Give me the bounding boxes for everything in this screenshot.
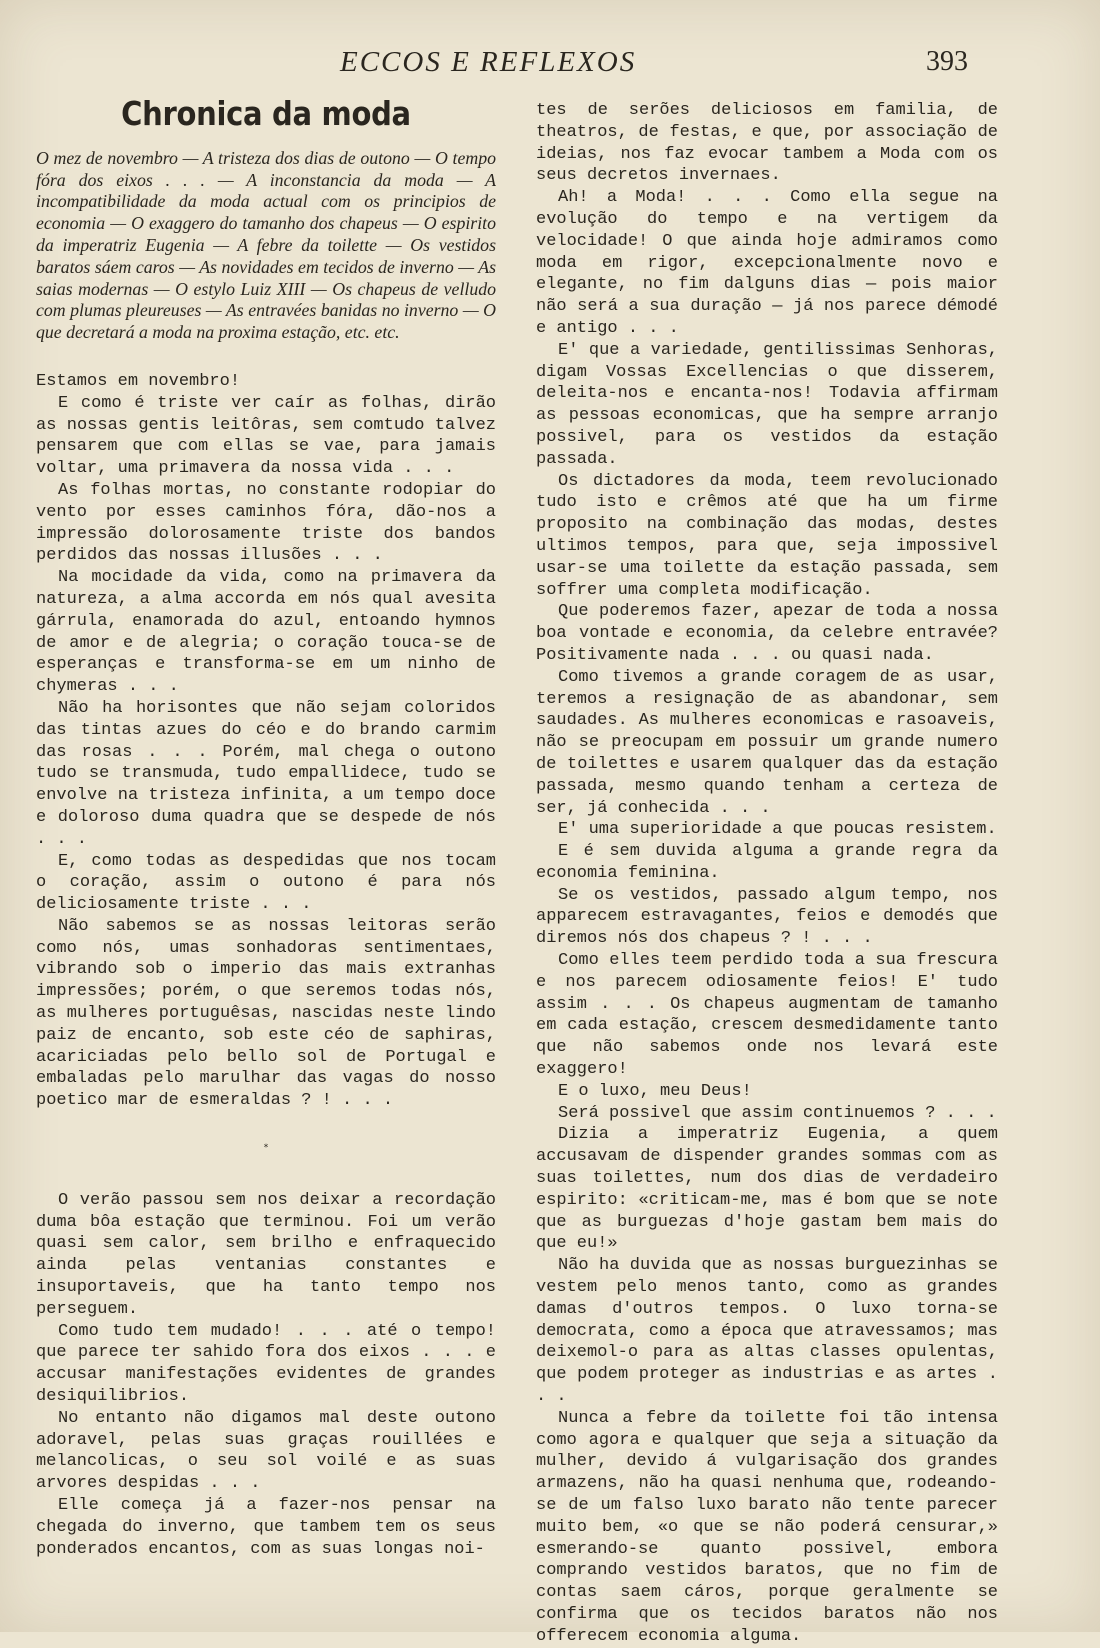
paragraph: E é sem duvida alguma a grande regra da economia feminina. <box>536 842 998 883</box>
paragraph: Ah! a Moda! . . . Como ella segue na evolução do tempo e na vertigem da velocidade! O que ainda hoje admiramos como moda em rigor, excepcionalmente novo e elegante, no fim dalguns dias — pois maior não será a sua duração — já nos parece démodé e antigo . . . <box>536 188 998 338</box>
paragraph: tes de serões deliciosos em familia, de theatros, de festas, e que, por associação de ideias, nos faz evocar tambem a Moda com os seus decretos invernaes. <box>536 101 998 186</box>
paragraph: Não ha horisontes que não sejam coloridos das tintas azues do céo e do brando carmim das rosas . . . Porém, mal chega o outono tudo se transmuda, tudo empallidece, tudo se envolve na tristeza infinita, a um tempo doce e doloroso duma quadra que se despede de nós . . . <box>36 698 496 849</box>
paragraph: Nunca a febre da toilette foi tão intensa como agora e qualquer que seja a situação da mulher, devido á vulgarisação dos grandes armazens, não ha quasi nenhuma que, rodeando-se de um falso luxo barato não tente parecer muito bem, «o que se não poderá censurar,» esmerando-se quanto possivel, embora comprando vestidos baratos, que no fim de contas saem cáros, porque geralmente se confirma que os tecidos baratos não nos offerecem economia alguma. <box>536 1408 998 1646</box>
paragraph: E' uma superioridade a que poucas resistem. <box>558 820 997 840</box>
paragraph: Como tivemos a grande coragem de as usar, teremos a resignação de as abandonar, sem saudades. As mulheres economicas e rasoaveis, não se preocupam em possuir um grande numero de toilettes e usarem qualquer das da estação passada, mesmo quando tenham a certeza de ser, já conhecida . . . <box>536 667 998 818</box>
paragraph: E o luxo, meu Deus! <box>558 1081 752 1101</box>
article-summary: O mez de novembro — A tristeza dos dias de outono — O tempo fóra dos eixos . . . — A inconstancia da moda — A incompatibilidade da moda actual com os principios de economia — O exaggero do tamanho dos chapeus — O espirito da imperatriz Eugenia — A febre da toilette — Os vestidos baratos sáem caros — As novidades em tecidos de inverno — As saias modernas — O estylo Luiz XIII — Os chapeus de velludo com plumas pleureuses — As entravées banidas no inverno — O que decretará a moda na proxima estação, etc. etc. <box>36 147 496 343</box>
running-title: ECCOS E REFLEXOS <box>340 46 637 78</box>
paragraph: Não sabemos se as nossas leitoras serão como nós, umas sonhadoras sentimentaes, vibrando sob o imperio das mais extranhas impressões; porém, o que seremos todas nós, as mulheres portuguêsas, nascidas neste lindo paiz de encanto, sob este céo de saphiras, acariciadas pelo bello sol de Portugal e embaladas pelo marulhar das vagas do nosso poetico mar de esmeraldas ? ! . . . <box>36 916 496 1111</box>
paragraph: Não ha duvida que as nossas burguezinhas se vestem pelo menos tanto, como as grandes damas d'outros tempos. O luxo torna-se democrata, como a época que atravessamos; mas deixemol-o para as altas classes opulentas, que podem proteger as industrias e as artes . . . <box>536 1256 998 1407</box>
paragraph: E como é triste ver caír as folhas, dirão as nossas gentis leitôras, sem comtudo talvez pensarem que com ellas se vae, para jamais voltar, uma primavera da nossa vida . . . <box>36 393 496 479</box>
paragraph: As folhas mortas, no constante rodopiar do vento por esses caminhos fóra, dão-nos a impressão dolorosamente triste dos bandos perdidos das nossas illusões . . . <box>36 480 496 566</box>
paragraph: Os dictadores da moda, teem revolucionado tudo isto e crêmos até que ha um firme proposito na combinação das modas, destes ultimos tempos, para que, seja impossivel usar-se uma toilette da estação passada, sem soffrer uma completa modificação. <box>536 471 998 600</box>
paragraph: Na mocidade da vida, como na primavera da natureza, a alma accorda em nós qual avesita gárrula, enamorada do azul, entoando hymnos de amor e de alegria; o coração touca-se de esperanças e transforma-se em um ninho de chymeras . . . <box>36 568 496 697</box>
paragraph: Se os vestidos, passado algum tempo, nos apparecem estravagantes, feios e demodés que diremos nós dos chapeus ? ! . . . <box>536 885 998 949</box>
paragraph: Dizia a imperatriz Eugenia, a quem accusavam de dispender grandes sommas com as suas toilettes, num dos dias de verdadeiro espirito: «criticam-me, mas é bom que se note que as burguezas d'hoje gastam bem mais do que eu!» <box>536 1125 998 1254</box>
section-separator: * <box>263 1143 269 1154</box>
page-number: 393 <box>926 46 968 77</box>
paragraph: Estamos em novembro! <box>36 371 241 391</box>
paragraph: Que poderemos fazer, apezar de toda a nossa boa vontade e economia, da celebre entravée? Positivamente nada . . . ou quasi nada. <box>536 602 998 665</box>
paragraph: E, como todas as despedidas que nos tocam o coração, assim o outono é para nós deliciosamente triste . . . <box>36 851 496 915</box>
paragraph: E' que a variedade, gentilissimas Senhoras, digam Vossas Excellencias o que disserem, deleita-nos e encanta-nos! Todavia affirmam as pessoas economicas, que ha sempre arranjo possivel, para os vestidos da estação passada. <box>536 340 998 469</box>
paragraph: O verão passou sem nos deixar a recordação duma bôa estação que terminou. Foi um verão quasi sem calor, sem brilho e enfraquecido ainda pelas ventanias constantes e insuportaveis, que ha tanto tempo nos perseguem. <box>36 1190 496 1319</box>
right-column <box>536 100 998 1648</box>
paragraph: No entanto não digamos mal deste outono adoravel, pelas suas graças rouillées e melancolicas, o seu sol voilé e as suas arvores despidas . . . <box>36 1408 496 1494</box>
running-header <box>0 44 1100 84</box>
paragraph: Elle começa já a fazer-nos pensar na chegada do inverno, que tambem tem os seus ponderados encantos, com as suas longas noi- <box>36 1496 496 1559</box>
article-title: Chronica da moda <box>121 94 411 133</box>
paragraph: Será possivel que assim continuemos ? . . . <box>558 1103 997 1123</box>
paragraph: Como tudo tem mudado! . . . até o tempo! que parece ter sahido fora dos eixos . . . e accusar manifestações evidentes de grandes desiquilibrios. <box>36 1321 496 1407</box>
paragraph: Como elles teem perdido toda a sua frescura e nos parecem odiosamente feios! E' tudo assim . . . Os chapeus augmentam de tamanho em cada estação, crescem desmedidamente tanto que não sabemos onde nos levará este exaggero! <box>536 951 998 1080</box>
left-column <box>36 94 496 1560</box>
